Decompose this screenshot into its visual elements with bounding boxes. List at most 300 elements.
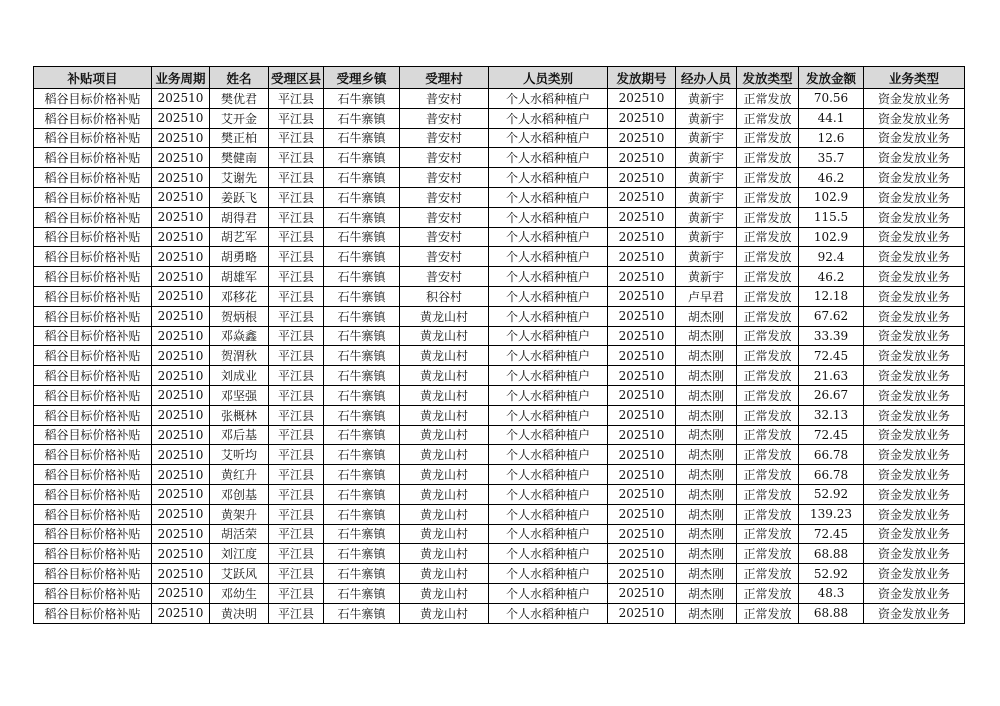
- cell-project: 稻谷目标价格补贴: [34, 484, 152, 504]
- cell-period: 202510: [152, 484, 210, 504]
- cell-issue-no: 202510: [608, 89, 676, 109]
- cell-issue-type: 正常发放: [737, 564, 799, 584]
- cell-project: 稻谷目标价格补贴: [34, 128, 152, 148]
- cell-business-type: 资金发放业务: [864, 405, 965, 425]
- cell-business-type: 资金发放业务: [864, 484, 965, 504]
- cell-issue-type: 正常发放: [737, 227, 799, 247]
- cell-village: 黄龙山村: [400, 405, 489, 425]
- cell-village: 普安村: [400, 267, 489, 287]
- cell-project: 稻谷目标价格补贴: [34, 465, 152, 485]
- cell-handler: 胡杰刚: [676, 504, 737, 524]
- cell-category: 个人水稻种植户: [489, 227, 608, 247]
- cell-name: 张概林: [210, 405, 269, 425]
- cell-township: 石牛寨镇: [324, 227, 400, 247]
- cell-village: 黄龙山村: [400, 326, 489, 346]
- cell-category: 个人水稻种植户: [489, 247, 608, 267]
- cell-district: 平江县: [269, 306, 324, 326]
- header-row: [34, 67, 965, 89]
- cell-name: 樊优君: [210, 89, 269, 109]
- cell-business-type: 资金发放业务: [864, 128, 965, 148]
- cell-issue-no: 202510: [608, 425, 676, 445]
- cell-township: 石牛寨镇: [324, 544, 400, 564]
- table-row: [34, 583, 965, 603]
- cell-township: 石牛寨镇: [324, 405, 400, 425]
- cell-business-type: 资金发放业务: [864, 89, 965, 109]
- cell-category: 个人水稻种植户: [489, 267, 608, 287]
- cell-township: 石牛寨镇: [324, 445, 400, 465]
- cell-business-type: 资金发放业务: [864, 544, 965, 564]
- cell-amount: 52.92: [799, 484, 864, 504]
- cell-issue-no: 202510: [608, 445, 676, 465]
- cell-project: 稻谷目标价格补贴: [34, 306, 152, 326]
- cell-village: 黄龙山村: [400, 504, 489, 524]
- cell-business-type: 资金发放业务: [864, 346, 965, 366]
- cell-project: 稻谷目标价格补贴: [34, 247, 152, 267]
- cell-district: 平江县: [269, 425, 324, 445]
- table-row: [34, 366, 965, 386]
- cell-amount: 68.88: [799, 544, 864, 564]
- cell-district: 平江县: [269, 168, 324, 188]
- cell-business-type: 资金发放业务: [864, 326, 965, 346]
- cell-handler: 黄新宇: [676, 207, 737, 227]
- cell-name: 胡雄军: [210, 267, 269, 287]
- column-header: 发放期号: [608, 67, 676, 89]
- cell-amount: 52.92: [799, 564, 864, 584]
- cell-project: 稻谷目标价格补贴: [34, 286, 152, 306]
- cell-issue-type: 正常发放: [737, 128, 799, 148]
- cell-amount: 21.63: [799, 366, 864, 386]
- cell-project: 稻谷目标价格补贴: [34, 405, 152, 425]
- cell-period: 202510: [152, 524, 210, 544]
- cell-period: 202510: [152, 128, 210, 148]
- cell-township: 石牛寨镇: [324, 504, 400, 524]
- cell-business-type: 资金发放业务: [864, 207, 965, 227]
- cell-village: 普安村: [400, 168, 489, 188]
- cell-amount: 48.3: [799, 583, 864, 603]
- cell-name: 艾谢先: [210, 168, 269, 188]
- cell-village: 黄龙山村: [400, 445, 489, 465]
- cell-issue-type: 正常发放: [737, 524, 799, 544]
- cell-business-type: 资金发放业务: [864, 108, 965, 128]
- cell-business-type: 资金发放业务: [864, 603, 965, 623]
- cell-period: 202510: [152, 425, 210, 445]
- cell-township: 石牛寨镇: [324, 366, 400, 386]
- table-row: [34, 445, 965, 465]
- cell-name: 刘成业: [210, 366, 269, 386]
- cell-amount: 46.2: [799, 267, 864, 287]
- cell-period: 202510: [152, 108, 210, 128]
- cell-amount: 68.88: [799, 603, 864, 623]
- cell-issue-type: 正常发放: [737, 603, 799, 623]
- cell-handler: 胡杰刚: [676, 445, 737, 465]
- cell-category: 个人水稻种植户: [489, 168, 608, 188]
- table-row: [34, 484, 965, 504]
- subsidy-table: [33, 66, 965, 624]
- cell-village: 普安村: [400, 128, 489, 148]
- cell-township: 石牛寨镇: [324, 247, 400, 267]
- cell-handler: 胡杰刚: [676, 564, 737, 584]
- cell-amount: 115.5: [799, 207, 864, 227]
- cell-township: 石牛寨镇: [324, 267, 400, 287]
- cell-category: 个人水稻种植户: [489, 306, 608, 326]
- cell-period: 202510: [152, 445, 210, 465]
- table-row: [34, 346, 965, 366]
- cell-issue-no: 202510: [608, 286, 676, 306]
- cell-project: 稻谷目标价格补贴: [34, 227, 152, 247]
- cell-district: 平江县: [269, 227, 324, 247]
- column-header: 发放类型: [737, 67, 799, 89]
- table-row: [34, 267, 965, 287]
- cell-issue-no: 202510: [608, 544, 676, 564]
- cell-category: 个人水稻种植户: [489, 187, 608, 207]
- cell-issue-no: 202510: [608, 346, 676, 366]
- cell-amount: 72.45: [799, 346, 864, 366]
- column-header: 业务周期: [152, 67, 210, 89]
- cell-business-type: 资金发放业务: [864, 306, 965, 326]
- cell-township: 石牛寨镇: [324, 168, 400, 188]
- cell-village: 黄龙山村: [400, 306, 489, 326]
- cell-issue-no: 202510: [608, 168, 676, 188]
- cell-issue-type: 正常发放: [737, 187, 799, 207]
- cell-name: 黄架升: [210, 504, 269, 524]
- cell-issue-no: 202510: [608, 207, 676, 227]
- cell-name: 艾跃风: [210, 564, 269, 584]
- cell-business-type: 资金发放业务: [864, 247, 965, 267]
- cell-district: 平江县: [269, 405, 324, 425]
- cell-period: 202510: [152, 603, 210, 623]
- cell-issue-type: 正常发放: [737, 583, 799, 603]
- cell-village: 普安村: [400, 207, 489, 227]
- cell-period: 202510: [152, 89, 210, 109]
- table-row: [34, 544, 965, 564]
- cell-period: 202510: [152, 306, 210, 326]
- cell-issue-type: 正常发放: [737, 148, 799, 168]
- cell-amount: 12.6: [799, 128, 864, 148]
- column-header: 人员类别: [489, 67, 608, 89]
- cell-issue-type: 正常发放: [737, 326, 799, 346]
- cell-handler: 胡杰刚: [676, 583, 737, 603]
- cell-township: 石牛寨镇: [324, 207, 400, 227]
- table-row: [34, 286, 965, 306]
- cell-issue-no: 202510: [608, 187, 676, 207]
- cell-district: 平江县: [269, 247, 324, 267]
- cell-amount: 92.4: [799, 247, 864, 267]
- cell-handler: 黄新宇: [676, 267, 737, 287]
- cell-issue-type: 正常发放: [737, 168, 799, 188]
- cell-district: 平江县: [269, 465, 324, 485]
- cell-issue-no: 202510: [608, 128, 676, 148]
- cell-business-type: 资金发放业务: [864, 425, 965, 445]
- cell-project: 稻谷目标价格补贴: [34, 445, 152, 465]
- cell-handler: 黄新宇: [676, 108, 737, 128]
- cell-issue-no: 202510: [608, 564, 676, 584]
- column-header: 受理村: [400, 67, 489, 89]
- cell-project: 稻谷目标价格补贴: [34, 326, 152, 346]
- cell-district: 平江县: [269, 385, 324, 405]
- cell-category: 个人水稻种植户: [489, 504, 608, 524]
- cell-township: 石牛寨镇: [324, 326, 400, 346]
- cell-village: 普安村: [400, 89, 489, 109]
- cell-issue-no: 202510: [608, 326, 676, 346]
- cell-township: 石牛寨镇: [324, 465, 400, 485]
- table-row: [34, 247, 965, 267]
- cell-period: 202510: [152, 366, 210, 386]
- cell-category: 个人水稻种植户: [489, 425, 608, 445]
- cell-handler: 胡杰刚: [676, 366, 737, 386]
- cell-name: 邓幼生: [210, 583, 269, 603]
- cell-village: 普安村: [400, 187, 489, 207]
- cell-amount: 26.67: [799, 385, 864, 405]
- cell-project: 稻谷目标价格补贴: [34, 564, 152, 584]
- cell-business-type: 资金发放业务: [864, 504, 965, 524]
- cell-issue-type: 正常发放: [737, 366, 799, 386]
- cell-name: 黄决明: [210, 603, 269, 623]
- cell-township: 石牛寨镇: [324, 148, 400, 168]
- cell-district: 平江县: [269, 504, 324, 524]
- cell-issue-type: 正常发放: [737, 306, 799, 326]
- cell-village: 普安村: [400, 247, 489, 267]
- cell-period: 202510: [152, 405, 210, 425]
- cell-handler: 黄新宇: [676, 187, 737, 207]
- cell-handler: 黄新宇: [676, 247, 737, 267]
- table-row: [34, 504, 965, 524]
- cell-period: 202510: [152, 326, 210, 346]
- table-row: [34, 227, 965, 247]
- cell-handler: 胡杰刚: [676, 385, 737, 405]
- cell-handler: 黄新宇: [676, 128, 737, 148]
- cell-issue-no: 202510: [608, 227, 676, 247]
- cell-issue-no: 202510: [608, 385, 676, 405]
- cell-handler: 胡杰刚: [676, 326, 737, 346]
- cell-issue-no: 202510: [608, 306, 676, 326]
- cell-business-type: 资金发放业务: [864, 583, 965, 603]
- cell-project: 稻谷目标价格补贴: [34, 366, 152, 386]
- cell-business-type: 资金发放业务: [864, 445, 965, 465]
- cell-township: 石牛寨镇: [324, 286, 400, 306]
- cell-period: 202510: [152, 267, 210, 287]
- cell-period: 202510: [152, 385, 210, 405]
- cell-village: 黄龙山村: [400, 583, 489, 603]
- cell-issue-type: 正常发放: [737, 247, 799, 267]
- cell-business-type: 资金发放业务: [864, 564, 965, 584]
- cell-village: 普安村: [400, 148, 489, 168]
- cell-issue-no: 202510: [608, 603, 676, 623]
- cell-category: 个人水稻种植户: [489, 326, 608, 346]
- cell-village: 积谷村: [400, 286, 489, 306]
- cell-issue-no: 202510: [608, 484, 676, 504]
- cell-issue-no: 202510: [608, 405, 676, 425]
- cell-business-type: 资金发放业务: [864, 366, 965, 386]
- cell-township: 石牛寨镇: [324, 89, 400, 109]
- cell-village: 黄龙山村: [400, 425, 489, 445]
- cell-issue-type: 正常发放: [737, 286, 799, 306]
- cell-amount: 12.18: [799, 286, 864, 306]
- table-row: [34, 128, 965, 148]
- cell-category: 个人水稻种植户: [489, 366, 608, 386]
- cell-district: 平江县: [269, 346, 324, 366]
- cell-name: 胡艺军: [210, 227, 269, 247]
- cell-name: 黄红升: [210, 465, 269, 485]
- cell-district: 平江县: [269, 366, 324, 386]
- cell-project: 稻谷目标价格补贴: [34, 346, 152, 366]
- cell-project: 稻谷目标价格补贴: [34, 267, 152, 287]
- cell-handler: 胡杰刚: [676, 306, 737, 326]
- cell-issue-type: 正常发放: [737, 108, 799, 128]
- cell-business-type: 资金发放业务: [864, 227, 965, 247]
- cell-district: 平江县: [269, 603, 324, 623]
- cell-period: 202510: [152, 187, 210, 207]
- cell-period: 202510: [152, 247, 210, 267]
- cell-period: 202510: [152, 168, 210, 188]
- cell-district: 平江县: [269, 108, 324, 128]
- cell-category: 个人水稻种植户: [489, 583, 608, 603]
- cell-village: 黄龙山村: [400, 524, 489, 544]
- cell-township: 石牛寨镇: [324, 425, 400, 445]
- cell-name: 姜跃飞: [210, 187, 269, 207]
- cell-village: 黄龙山村: [400, 603, 489, 623]
- cell-amount: 72.45: [799, 425, 864, 445]
- cell-business-type: 资金发放业务: [864, 187, 965, 207]
- cell-project: 稻谷目标价格补贴: [34, 168, 152, 188]
- cell-handler: 黄新宇: [676, 227, 737, 247]
- cell-category: 个人水稻种植户: [489, 445, 608, 465]
- table-row: [34, 148, 965, 168]
- table-row: [34, 564, 965, 584]
- cell-period: 202510: [152, 346, 210, 366]
- cell-category: 个人水稻种植户: [489, 524, 608, 544]
- cell-issue-type: 正常发放: [737, 425, 799, 445]
- cell-period: 202510: [152, 286, 210, 306]
- cell-project: 稻谷目标价格补贴: [34, 504, 152, 524]
- cell-business-type: 资金发放业务: [864, 168, 965, 188]
- cell-issue-type: 正常发放: [737, 207, 799, 227]
- cell-township: 石牛寨镇: [324, 306, 400, 326]
- cell-amount: 102.9: [799, 227, 864, 247]
- cell-category: 个人水稻种植户: [489, 465, 608, 485]
- cell-issue-no: 202510: [608, 366, 676, 386]
- cell-name: 贺渭秋: [210, 346, 269, 366]
- cell-district: 平江县: [269, 89, 324, 109]
- cell-period: 202510: [152, 207, 210, 227]
- cell-name: 邓坚强: [210, 385, 269, 405]
- cell-category: 个人水稻种植户: [489, 108, 608, 128]
- table-row: [34, 187, 965, 207]
- cell-district: 平江县: [269, 484, 324, 504]
- cell-amount: 102.9: [799, 187, 864, 207]
- cell-project: 稻谷目标价格补贴: [34, 207, 152, 227]
- table-row: [34, 405, 965, 425]
- cell-handler: 胡杰刚: [676, 405, 737, 425]
- cell-handler: 黄新宇: [676, 148, 737, 168]
- column-header: 发放金额: [799, 67, 864, 89]
- cell-name: 胡得君: [210, 207, 269, 227]
- cell-district: 平江县: [269, 148, 324, 168]
- cell-village: 黄龙山村: [400, 484, 489, 504]
- cell-issue-no: 202510: [608, 504, 676, 524]
- cell-issue-type: 正常发放: [737, 346, 799, 366]
- cell-district: 平江县: [269, 583, 324, 603]
- cell-village: 普安村: [400, 227, 489, 247]
- column-header: 业务类型: [864, 67, 965, 89]
- cell-handler: 胡杰刚: [676, 544, 737, 564]
- cell-business-type: 资金发放业务: [864, 148, 965, 168]
- cell-district: 平江县: [269, 326, 324, 346]
- cell-amount: 67.62: [799, 306, 864, 326]
- cell-amount: 66.78: [799, 465, 864, 485]
- cell-issue-type: 正常发放: [737, 445, 799, 465]
- cell-period: 202510: [152, 544, 210, 564]
- cell-name: 樊健南: [210, 148, 269, 168]
- cell-period: 202510: [152, 148, 210, 168]
- cell-issue-type: 正常发放: [737, 465, 799, 485]
- cell-handler: 黄新宇: [676, 89, 737, 109]
- table-row: [34, 207, 965, 227]
- cell-category: 个人水稻种植户: [489, 544, 608, 564]
- cell-category: 个人水稻种植户: [489, 484, 608, 504]
- cell-village: 黄龙山村: [400, 385, 489, 405]
- cell-amount: 44.1: [799, 108, 864, 128]
- cell-project: 稻谷目标价格补贴: [34, 603, 152, 623]
- cell-issue-no: 202510: [608, 583, 676, 603]
- cell-name: 邓移花: [210, 286, 269, 306]
- cell-name: 胡活荣: [210, 524, 269, 544]
- cell-name: 邓创基: [210, 484, 269, 504]
- table-row: [34, 385, 965, 405]
- column-header: 姓名: [210, 67, 269, 89]
- cell-amount: 33.39: [799, 326, 864, 346]
- cell-project: 稻谷目标价格补贴: [34, 583, 152, 603]
- cell-business-type: 资金发放业务: [864, 524, 965, 544]
- cell-name: 樊正柏: [210, 128, 269, 148]
- cell-district: 平江县: [269, 128, 324, 148]
- cell-township: 石牛寨镇: [324, 187, 400, 207]
- table-row: [34, 603, 965, 623]
- cell-business-type: 资金发放业务: [864, 385, 965, 405]
- table-row: [34, 524, 965, 544]
- cell-amount: 66.78: [799, 445, 864, 465]
- cell-issue-type: 正常发放: [737, 484, 799, 504]
- cell-issue-type: 正常发放: [737, 89, 799, 109]
- cell-category: 个人水稻种植户: [489, 89, 608, 109]
- cell-amount: 72.45: [799, 524, 864, 544]
- cell-district: 平江县: [269, 445, 324, 465]
- cell-project: 稻谷目标价格补贴: [34, 148, 152, 168]
- cell-category: 个人水稻种植户: [489, 286, 608, 306]
- cell-project: 稻谷目标价格补贴: [34, 89, 152, 109]
- cell-project: 稻谷目标价格补贴: [34, 544, 152, 564]
- cell-category: 个人水稻种植户: [489, 603, 608, 623]
- cell-issue-no: 202510: [608, 247, 676, 267]
- cell-category: 个人水稻种植户: [489, 564, 608, 584]
- cell-project: 稻谷目标价格补贴: [34, 425, 152, 445]
- table-row: [34, 168, 965, 188]
- cell-issue-no: 202510: [608, 148, 676, 168]
- cell-township: 石牛寨镇: [324, 128, 400, 148]
- cell-category: 个人水稻种植户: [489, 346, 608, 366]
- column-header: 受理区县: [269, 67, 324, 89]
- cell-handler: 胡杰刚: [676, 524, 737, 544]
- table-row: [34, 306, 965, 326]
- cell-issue-type: 正常发放: [737, 267, 799, 287]
- cell-amount: 32.13: [799, 405, 864, 425]
- cell-township: 石牛寨镇: [324, 564, 400, 584]
- cell-period: 202510: [152, 504, 210, 524]
- cell-name: 刘江度: [210, 544, 269, 564]
- cell-village: 黄龙山村: [400, 366, 489, 386]
- cell-issue-type: 正常发放: [737, 504, 799, 524]
- cell-handler: 胡杰刚: [676, 484, 737, 504]
- cell-amount: 70.56: [799, 89, 864, 109]
